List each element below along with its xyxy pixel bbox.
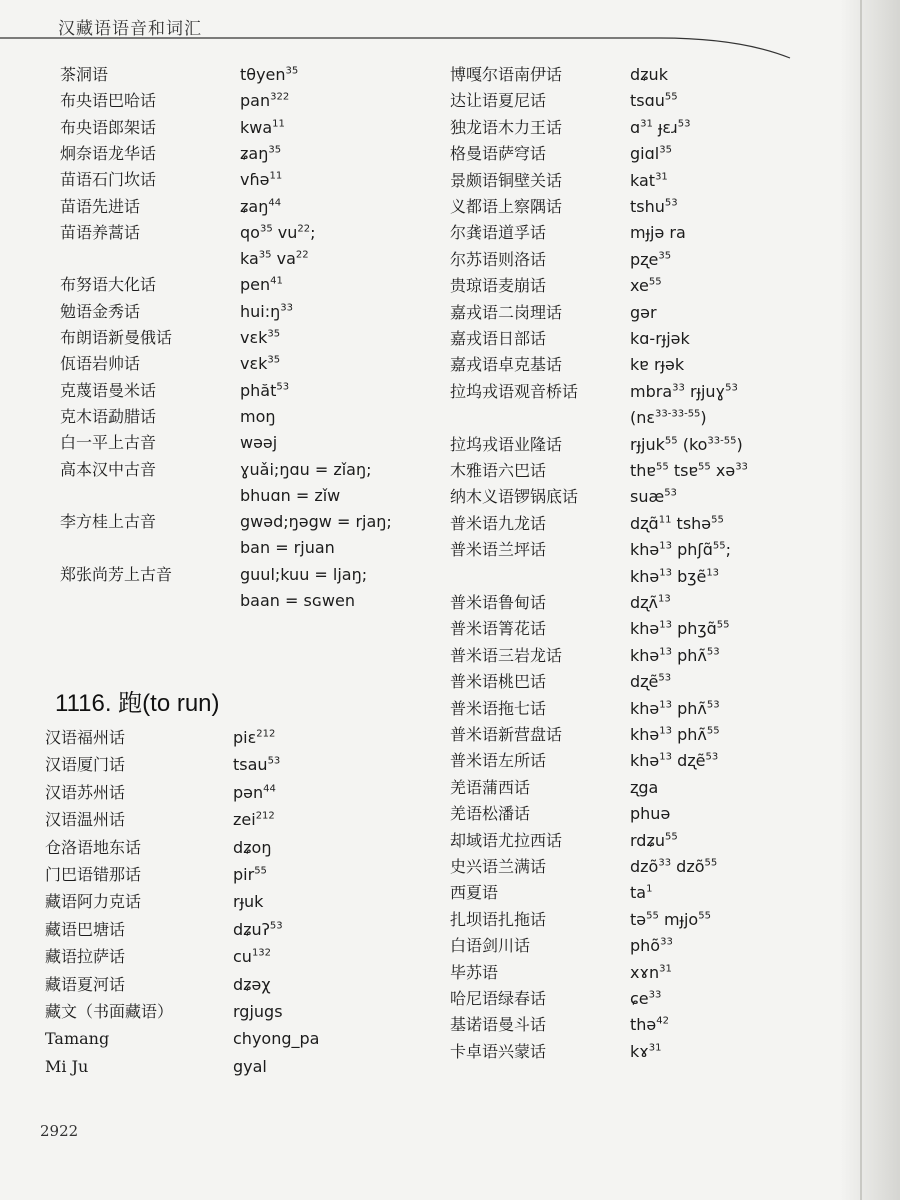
dialect-name: 藏文（书面藏语） (45, 1002, 174, 1021)
dialect-name: 却域语尤拉西话 (450, 830, 563, 850)
dialect-name: 普米语拖七话 (450, 698, 547, 718)
dialect-name: 贵琼语麦崩话 (450, 276, 547, 296)
phonetic-form: ban = rjuan (240, 538, 335, 558)
dialect-name: 扎坝语扎拖话 (450, 909, 547, 929)
running-title: 汉藏语语音和词汇 (58, 19, 202, 39)
dialect-name: 尔苏语则洛话 (450, 249, 547, 269)
phonetic-form: ʑaŋ$^{44}$ (240, 196, 282, 216)
phonetic-form: pan$^{322}$ (240, 91, 290, 111)
dialect-name: 藏语拉萨话 (45, 947, 126, 967)
dialect-name: 基诺语曼斗话 (450, 1015, 547, 1035)
dialect-name: 布央语郎架话 (60, 117, 157, 137)
phonetic-form: ɕe$^{33}$ (630, 989, 662, 1008)
dialect-name: 炯奈语龙华话 (60, 143, 157, 163)
phonetic-form: dʑuʔ$^{53}$ (233, 919, 283, 939)
phonetic-form: dʐʌ̃$^{13}$ (630, 593, 671, 612)
dialect-name: 毕苏语 (450, 962, 499, 982)
dialect-name: 普米语桃巴话 (450, 672, 547, 692)
dialect-name: 克木语勐腊话 (60, 406, 157, 426)
phonetic-form: ʐga (630, 777, 659, 797)
phonetic-form: phõ$^{33}$ (630, 936, 673, 956)
dialect-name: 木雅语六巴话 (450, 461, 547, 480)
phonetic-form: chyong_pa (233, 1029, 320, 1049)
phonetic-form: xɤn$^{31}$ (630, 962, 672, 982)
dialect-name: 普米语箐花话 (450, 619, 547, 639)
page-fold-line (860, 0, 862, 1200)
phonetic-form: $ka^{35}$ $va^{22}$ (240, 249, 309, 269)
phonetic-form: tsau$^{53}$ (233, 755, 281, 775)
dialect-name: 布努语大化话 (60, 275, 157, 295)
dialect-name: 普米语左所话 (450, 751, 547, 771)
phonetic-form: thə$^{42}$ (630, 1015, 669, 1035)
phonetic-form: kɐ rɟək (630, 355, 685, 375)
phonetic-form: rdʑu$^{55}$ (630, 830, 678, 850)
header-rule (0, 0, 900, 70)
phonetic-form: moŋ (240, 406, 276, 426)
phonetic-form: vɛk$^{35}$ (240, 354, 281, 374)
dialect-name: Tamang (45, 1029, 110, 1049)
dialect-name: 拉坞戎语业隆话 (450, 434, 563, 454)
phonetic-form: ɣuǎi;ŋɑu = zǐaŋ; (240, 459, 372, 479)
phonetic-form: khə$^{13}$ phʒɑ̃$^{55}$ (630, 619, 730, 639)
phonetic-form: $hui:ŋ^{33}$ (240, 301, 293, 321)
phonetic-form: zei$^{212}$ (233, 810, 275, 830)
dialect-name: 白语剑川话 (450, 936, 531, 956)
phonetic-form: dzõ$^{33}$ dzõ$^{55}$ (630, 857, 718, 876)
dialect-name: 汉语温州话 (45, 810, 126, 830)
dialect-name: 佤语岩帅话 (60, 354, 141, 374)
dialect-name: 郑张尚芳上古音 (60, 564, 173, 584)
phonetic-form: ɑ$^{31}$ ɟɛɹ$^{53}$ (630, 117, 691, 137)
dialect-name: 嘉戎语二岗理话 (450, 302, 563, 322)
phonetic-form: tə$^{55}$ mɟjo$^{55}$ (630, 909, 711, 929)
dialect-name: 独龙语木力王话 (450, 117, 563, 137)
dialect-name: 普米语新营盘话 (450, 725, 563, 744)
phonetic-form: kwa$^{11}$ (240, 117, 285, 137)
dialect-name: 羌语松潘话 (450, 804, 531, 824)
phonetic-form: pən$^{44}$ (233, 782, 276, 802)
dialect-name: 高本汉中古音 (60, 459, 157, 479)
phonetic-form: giɑl$^{35}$ (630, 144, 672, 164)
page-number: 2922 (40, 1122, 79, 1140)
dialect-name: 藏语阿力克话 (45, 892, 142, 912)
dialect-name: 西夏语 (450, 883, 499, 903)
phonetic-form: kat$^{31}$ (630, 170, 668, 190)
dialect-name: 史兴语兰满话 (450, 857, 547, 876)
dialect-name: 格曼语萨穹话 (450, 144, 547, 164)
dialect-name: 景颇语铜壁关话 (450, 170, 563, 190)
phonetic-form: rgjugs (233, 1002, 283, 1021)
phonetic-form: rɟuk (233, 892, 264, 912)
phonetic-form: baan = sɢwen (240, 591, 355, 610)
phonetic-form: khə$^{13}$ phʌ̃$^{55}$ (630, 725, 720, 744)
dialect-name: 汉语福州话 (45, 728, 126, 747)
dialect-name: 嘉戎语日部话 (450, 329, 547, 348)
dialect-name: 羌语蒲西话 (450, 777, 531, 797)
phonetic-form: $xe^{55}$ (630, 276, 662, 296)
dialect-name: 尔龚语道孚话 (450, 223, 547, 243)
page-edge-shadow (840, 0, 900, 1200)
phonetic-form: gər (630, 302, 657, 322)
dialect-name: 普米语鲁甸话 (450, 593, 547, 612)
dialect-name: 仓洛语地东话 (45, 837, 142, 857)
dialect-name: 义都语上察隅话 (450, 197, 563, 216)
phonetic-form: bhuɑn = zǐw (240, 485, 341, 505)
phonetic-form: tsɑu$^{55}$ (630, 91, 678, 111)
dialect-name: 克蔑语曼米话 (60, 380, 157, 400)
phonetic-form: dʑuk (630, 65, 668, 84)
phonetic-form: khə$^{13}$ phʌ̃$^{53}$ (630, 698, 720, 718)
phonetic-form: rɟjuk$^{55}$ $(ko^{33-55})$ (630, 434, 743, 454)
dialect-name: 布朗语新曼俄话 (60, 328, 173, 347)
phonetic-form: mɟjə ra (630, 223, 686, 243)
dialect-name: 普米语九龙话 (450, 513, 547, 533)
phonetic-form: piɛ$^{212}$ (233, 728, 276, 747)
phonetic-form: gyal (233, 1056, 267, 1076)
phonetic-form: pʐe$^{35}$ (630, 249, 672, 269)
dialect-name: 勉语金秀话 (60, 301, 141, 321)
phonetic-form: dʐẽ$^{53}$ (630, 672, 672, 692)
phonetic-form: (nɛ$^{33-33-55}$) (630, 408, 707, 428)
dialect-name: 汉语厦门话 (45, 755, 126, 775)
phonetic-form: gwəd;ŋəgw = rjaŋ; (240, 512, 392, 532)
dialect-name: 苗语石门坎话 (60, 170, 157, 190)
phonetic-form: kɑ-rɟjək (630, 329, 690, 348)
dialect-name: 苗语养蒿话 (60, 222, 141, 242)
phonetic-form: phuə (630, 804, 671, 824)
phonetic-form: tshu$^{53}$ (630, 197, 678, 216)
dialect-name: 拉坞戎语观音桥话 (450, 381, 579, 401)
dialect-name: 藏语夏河话 (45, 974, 126, 994)
phonetic-form: ʑaŋ$^{35}$ (240, 143, 282, 163)
dialect-name: 嘉戎语卓克基话 (450, 355, 563, 375)
phonetic-form: vɛk$^{35}$ (240, 328, 281, 347)
dialect-name: 藏语巴塘话 (45, 919, 126, 939)
dialect-name: 达让语夏尼话 (450, 91, 547, 111)
phonetic-form: mbra$^{33}$ rɟjuɣ$^{53}$ (630, 381, 738, 401)
phonetic-form: kɤ$^{31}$ (630, 1041, 662, 1061)
phonetic-form: $cu^{132}$ (233, 947, 272, 967)
phonetic-form: tθyen$^{35}$ (240, 65, 299, 84)
phonetic-form: vɦə$^{11}$ (240, 170, 283, 190)
dialect-name: 纳木义语锣锅底话 (450, 487, 579, 507)
phonetic-form: khə$^{13}$ bʒẽ$^{13}$ (630, 566, 720, 586)
phonetic-form: wəəj (240, 433, 278, 453)
phonetic-form: dʐɑ̃$^{11}$ tshə$^{55}$ (630, 513, 724, 533)
dialect-name: 布央语巴哈话 (60, 91, 157, 111)
phonetic-form: thɐ$^{55}$ tsɐ$^{55}$ xə$^{33}$ (630, 461, 748, 480)
phonetic-form: $qo^{35}$ $vu^{22}$; (240, 222, 316, 242)
phonetic-form: suæ$^{53}$ (630, 487, 677, 507)
section-title: 1116. 跑(to run) (55, 690, 220, 717)
dialect-name: 哈尼语绿春话 (450, 989, 547, 1008)
dialect-name: 博嘎尔语南伊话 (450, 65, 563, 84)
dialect-name: 卡卓语兴蒙话 (450, 1041, 547, 1061)
phonetic-form: pir$^{55}$ (233, 865, 267, 884)
dialect-name: 李方桂上古音 (60, 512, 157, 532)
phonetic-form: phăt$^{53}$ (240, 380, 290, 400)
phonetic-form: guul;kuu = ljaŋ; (240, 564, 368, 584)
dialect-name: 白一平上古音 (60, 433, 157, 453)
dialect-name: 门巴语错那话 (45, 865, 142, 884)
dialect-name: 茶洞语 (60, 65, 109, 84)
dialect-name: 普米语三岩龙话 (450, 645, 563, 665)
dialect-name: 普米语兰坪话 (450, 540, 547, 560)
dialect-name: 苗语先进话 (60, 196, 141, 216)
phonetic-form: dʑoŋ (233, 837, 272, 857)
phonetic-form: khə$^{13}$ phʃɑ̃$^{55}$; (630, 540, 732, 560)
dialect-name: Mi Ju (45, 1056, 89, 1076)
dialect-name: 汉语苏州话 (45, 782, 126, 802)
phonetic-form: $ta^1$ (630, 883, 653, 903)
phonetic-form: khə$^{13}$ dʐẽ$^{53}$ (630, 751, 719, 771)
phonetic-form: khə$^{13}$ phʌ̃$^{53}$ (630, 645, 720, 665)
phonetic-form: pen$^{41}$ (240, 275, 283, 295)
phonetic-form: dʑəχ (233, 974, 271, 994)
